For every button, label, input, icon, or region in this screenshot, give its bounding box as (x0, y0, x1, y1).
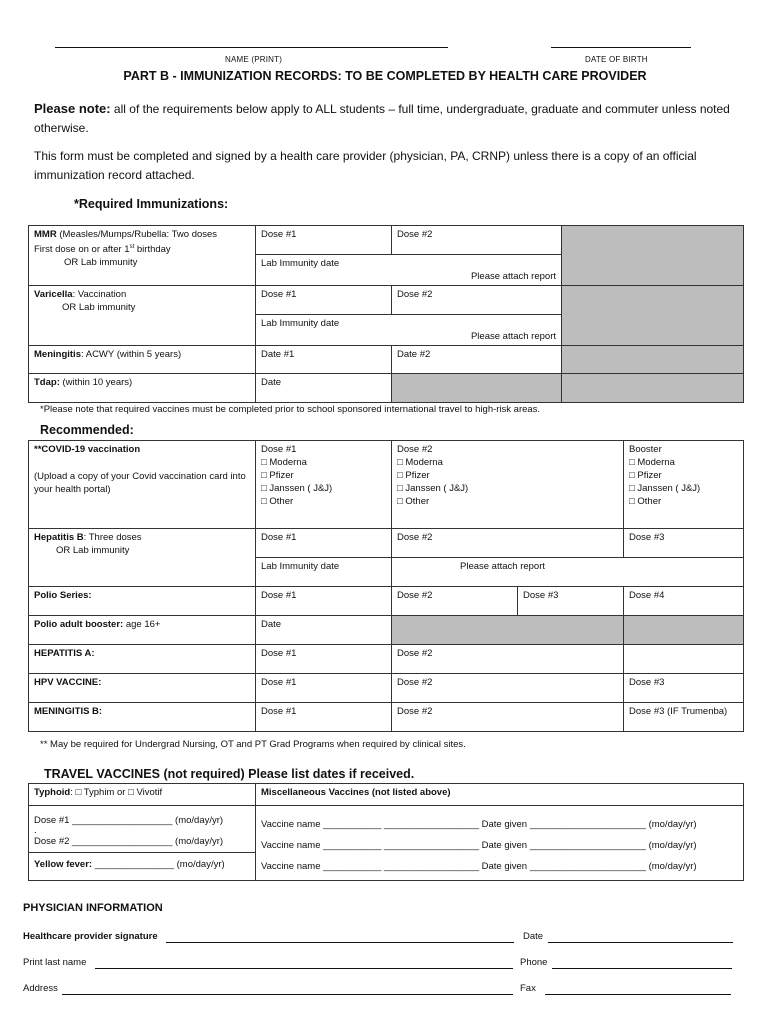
mmr-label-cell (29, 226, 256, 286)
hepa-dose2[interactable]: Dose #2 (392, 645, 624, 674)
covid-dose2-moderna-checkbox[interactable]: □ Moderna (397, 457, 443, 468)
required-footnote: *Please note that required vaccines must be completed prior to school sponsored international travel to high-risk areas. (40, 404, 541, 415)
shaded-cell (392, 616, 624, 645)
hepb-attach-note (392, 558, 744, 587)
hepa-blank (624, 645, 744, 674)
hepb-label: Hepatitis B (34, 532, 84, 543)
covid-dose1-cell (256, 441, 392, 529)
hepb-text: : Three doses (83, 532, 142, 543)
meningitis-date1[interactable]: Date #1 (256, 346, 392, 374)
hepa-dose1[interactable]: Dose #1 (256, 645, 392, 674)
shaded-cell (562, 374, 744, 403)
note-text: all of the requirements below apply to ALL students – full time, undergraduate, graduate and commuter unless noted otherwise. (34, 102, 730, 135)
hepb-label-cell (29, 529, 256, 587)
typhoid-cell (29, 784, 256, 806)
misc-vaccine-row-2[interactable]: Vaccine name ___________ __________________ Date given ______________________ (mo/day/yr) (261, 840, 697, 851)
covid-booster-label: Booster (629, 444, 662, 455)
yellow-fever-label: Yellow fever: (34, 859, 93, 870)
polio-booster-text: age 16+ (123, 619, 161, 630)
tdap-date[interactable]: Date (256, 374, 392, 403)
polio-label: Polio Series: (29, 587, 256, 616)
polio-dose1[interactable]: Dose #1 (256, 587, 392, 616)
name-caption: NAME (PRINT) (225, 55, 283, 64)
polio-booster-label: Polio adult booster: (34, 619, 124, 630)
menb-label: MENINGITIS B: (29, 703, 256, 732)
name-field-line[interactable] (55, 47, 448, 48)
mmr-lab-option: OR Lab immunity (64, 257, 138, 269)
covid-dose1-janssen-checkbox[interactable]: □ Janssen ( J&J) (261, 483, 333, 494)
required-heading: *Required Immunizations: (74, 197, 229, 211)
varicella-lab-date-label: Lab Immunity date (261, 318, 340, 329)
covid-note: (Upload a copy of your Covid vaccination card into your health portal) (34, 471, 246, 495)
mmr-line2: First dose on or after 1 (34, 244, 130, 256)
covid-label-cell (29, 441, 256, 529)
hepa-label: HEPATITIS A: (29, 645, 256, 674)
signature-label: Healthcare provider signature (23, 931, 158, 942)
print-name-label: Print last name (23, 957, 87, 968)
mmr-text: (Measles/Mumps/Rubella: Two doses (56, 229, 218, 240)
varicella-lab-option: OR Lab immunity (62, 302, 136, 313)
shaded-cell (392, 374, 562, 403)
typhoid-options[interactable]: : □ Typhim or □ Vivotif (70, 787, 163, 798)
shaded-cell (562, 286, 744, 346)
meningitis-label: Meningitis (34, 349, 81, 360)
menb-dose3[interactable]: Dose #3 (IF Trumenba) (624, 703, 744, 732)
typhoid-label: Typhoid (34, 787, 71, 798)
misc-vaccine-row-1[interactable]: Vaccine name ___________ __________________ Date given ______________________ (mo/day/yr) (261, 819, 697, 830)
required-table (28, 225, 744, 403)
dob-caption: DATE OF BIRTH (585, 55, 648, 64)
hpv-dose3[interactable]: Dose #3 (624, 674, 744, 703)
covid-booster-pfizer-checkbox[interactable]: □ Pfizer (629, 470, 662, 481)
misc-vaccines-cell (256, 806, 744, 881)
hpv-label: HPV VACCINE: (29, 674, 256, 703)
polio-dose3[interactable]: Dose #3 (518, 587, 624, 616)
varicella-label: Varicella (34, 289, 73, 300)
mmr-lab-date-label: Lab Immunity date (261, 258, 340, 269)
covid-booster-cell (624, 441, 744, 529)
menb-dose2[interactable]: Dose #2 (392, 703, 624, 732)
hepb-lab-option: OR Lab immunity (56, 545, 130, 556)
tdap-label-cell (29, 374, 256, 403)
mmr-sup: st (129, 244, 135, 250)
meningitis-text: : ACWY (within 5 years) (80, 349, 182, 360)
polio-booster-label-cell (29, 616, 256, 645)
covid-dose1-label: Dose #1 (261, 444, 297, 455)
covid-dose2-label: Dose #2 (397, 444, 433, 455)
polio-dose4[interactable]: Dose #4 (624, 587, 744, 616)
recommended-footnote: ** May be required for Undergrad Nursing, OT and PT Grad Programs when required by clinical sites. (40, 739, 466, 750)
address-label: Address (23, 983, 58, 994)
hepb-dose3[interactable]: Dose #3 (624, 529, 744, 558)
fax-label: Fax (520, 983, 536, 994)
hepb-attach-text: Please attach report (460, 561, 546, 572)
shaded-cell (562, 226, 744, 286)
mmr-attach-note: Please attach report (470, 271, 556, 282)
covid-booster-other-checkbox[interactable]: □ Other (629, 496, 662, 507)
shaded-cell (624, 616, 744, 645)
covid-dose2-pfizer-checkbox[interactable]: □ Pfizer (397, 470, 430, 481)
recommended-table (28, 440, 744, 732)
varicella-label-cell (29, 286, 256, 346)
covid-label: **COVID-19 vaccination (34, 444, 141, 455)
yellow-fever-field[interactable]: _______________ (mo/day/yr) (92, 859, 225, 870)
covid-dose1-moderna-checkbox[interactable]: □ Moderna (261, 457, 307, 468)
travel-doses-cell (29, 806, 256, 881)
meningitis-label-cell (29, 346, 256, 374)
phone-label: Phone (520, 957, 548, 968)
mmr-dose2[interactable]: Dose #2 (392, 226, 562, 255)
hepb-lab-date[interactable]: Lab Immunity date (256, 558, 392, 587)
varicella-lab-date[interactable] (256, 315, 562, 346)
print-name-field[interactable] (95, 968, 513, 969)
recommended-heading: Recommended: (40, 423, 134, 437)
covid-dose2-janssen-checkbox[interactable]: □ Janssen ( J&J) (397, 483, 469, 494)
varicella-dose1[interactable]: Dose #1 (256, 286, 392, 315)
covid-dose1-other-checkbox[interactable]: □ Other (261, 496, 294, 507)
shaded-cell (562, 346, 744, 374)
tdap-text: (within 10 years) (59, 377, 133, 388)
address-field[interactable] (62, 994, 513, 995)
page-title: PART B - IMMUNIZATION RECORDS: TO BE COMPLETED BY HEALTH CARE PROVIDER (123, 69, 647, 83)
travel-table (28, 783, 744, 881)
meningitis-date2[interactable]: Date #2 (392, 346, 562, 374)
misc-vaccine-row-3[interactable]: Vaccine name ___________ __________________ Date given ______________________ (mo/day/yr) (261, 861, 697, 872)
mmr-lab-date[interactable] (256, 255, 562, 286)
intro-form-text: This form must be completed and signed by a health care provider (physician, PA, CRNP) unless there is a copy of an official immunization record attached. (34, 149, 697, 182)
date-field[interactable] (548, 942, 733, 943)
mmr-line2-end: birthday (134, 244, 171, 256)
polio-dose2[interactable]: Dose #2 (392, 587, 518, 616)
fax-field[interactable] (545, 994, 731, 995)
signature-field[interactable] (166, 942, 514, 943)
physician-heading: PHYSICIAN INFORMATION (23, 902, 163, 914)
varicella-dose2[interactable]: Dose #2 (392, 286, 562, 315)
dob-field-line[interactable] (551, 47, 691, 48)
covid-booster-janssen-checkbox[interactable]: □ Janssen ( J&J) (629, 483, 701, 494)
travel-dot: . (34, 825, 37, 836)
polio-booster-date[interactable]: Date (256, 616, 392, 645)
menb-dose1[interactable]: Dose #1 (256, 703, 392, 732)
note-label: Please note: (34, 101, 111, 116)
covid-dose1-pfizer-checkbox[interactable]: □ Pfizer (261, 470, 294, 481)
hpv-dose1[interactable]: Dose #1 (256, 674, 392, 703)
covid-dose2-other-checkbox[interactable]: □ Other (397, 496, 430, 507)
misc-vaccines-label: Miscellaneous Vaccines (not listed above) (256, 784, 744, 806)
tdap-label: Tdap: (34, 377, 60, 388)
mmr-label: MMR (34, 229, 57, 240)
varicella-attach-note: Please attach report (470, 331, 556, 342)
typhoid-dose1-field[interactable]: Dose #1 ___________________ (mo/day/yr) (34, 815, 224, 826)
intro-note (34, 99, 749, 138)
hepb-dose1[interactable]: Dose #1 (256, 529, 392, 558)
travel-heading: TRAVEL VACCINES (not required) Please list dates if received. (44, 767, 415, 781)
covid-dose2-cell (392, 441, 624, 529)
mmr-dose1[interactable]: Dose #1 (256, 226, 392, 255)
covid-booster-moderna-checkbox[interactable]: □ Moderna (629, 457, 675, 468)
phone-field[interactable] (552, 968, 732, 969)
typhoid-dose2-field[interactable]: Dose #2 ___________________ (mo/day/yr) (34, 836, 224, 847)
hepb-dose2[interactable]: Dose #2 (392, 529, 624, 558)
varicella-text: : Vaccination (72, 289, 127, 300)
date-label: Date (523, 931, 544, 942)
hpv-dose2[interactable]: Dose #2 (392, 674, 624, 703)
